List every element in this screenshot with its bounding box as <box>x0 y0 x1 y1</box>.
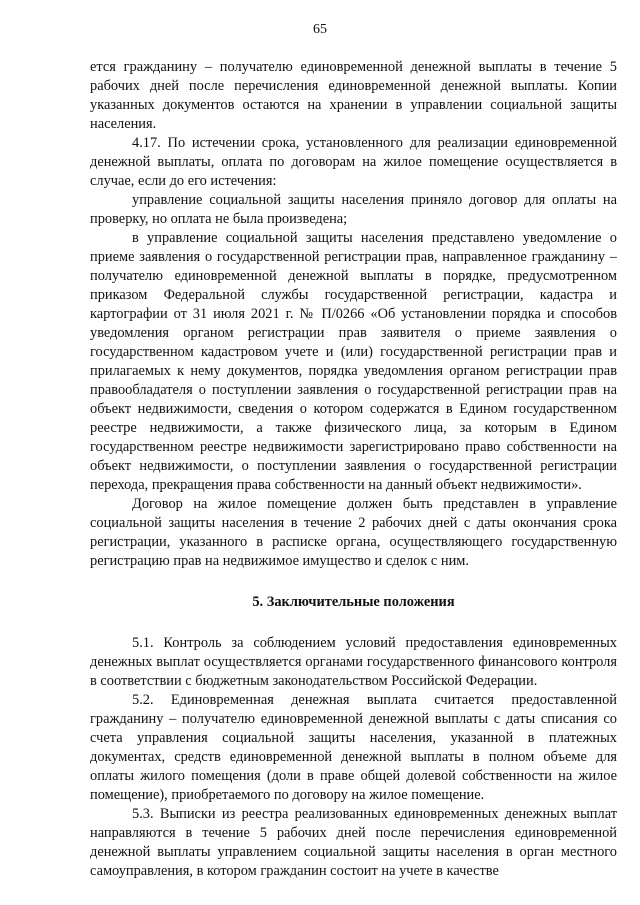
paragraph-4-17: 4.17. По истечении срока, установленного для реализации единовременной денежной выплаты, оплата по договорам на жилое помещение осуществляется в случае, если до его истечения: <box>90 135 617 189</box>
document-body <box>90 58 617 881</box>
paragraph-contract-deadline: Договор на жилое помещение должен быть представлен в управление социальной защиты населения в течение 2 рабочих дней с даты окончания срока регистрации, указанного в расписке органа, осуществляющего государственную регистрацию прав на недвижимое имущество и сделок с ним. <box>90 496 617 569</box>
paragraph-condition-2: в управление социальной защиты населения представлено уведомление о приеме заявления о государственной регистрации прав, направленное гражданину – получателю единовременной денежной выплаты в порядке, предусмотренном приказом Федеральной службы государственной регистрации, кадастра и картографии от 31 июля 2021 г. № П/0266 «Об установлении порядка и способов уведомления органом регистрации прав заявителя о приеме заявления о государственном кадастровом учете и (или) государственной регистрации прав и прилагаемых к нему документов, порядка уведомления органом регистрации прав правообладателя о поступлении заявления о государственной регистрации прав на объект недвижимости, сведения о котором содержатся в Едином государственном реестре недвижимости, а также физического лица, за которым в Едином государственном реестре недвижимости зарегистрировано право собственности на объект недвижимости, о поступлении заявления о государственной регистрации перехода, прекращения права собственности на данный объект недвижимости». <box>90 230 617 493</box>
section-heading: 5. Заключительные положения <box>252 594 455 610</box>
paragraph-condition-1: управление социальной защиты населения приняло договор для оплаты на проверку, но оплата не была произведена; <box>90 192 617 227</box>
paragraph-5-2: 5.2. Единовременная денежная выплата считается предоставленной гражданину – получателю единовременной денежной выплаты с даты списания со счета управления социальной защиты населения, указанной в платежных документах, средств единовременной денежной выплаты в полном объеме для оплаты жилого помещения (доли в праве общей долевой собственности на жилое помещение), приобретаемого по договору на жилое помещение. <box>90 692 617 803</box>
paragraph-5-3: 5.3. Выписки из реестра реализованных единовременных денежных выплат направляются в течение 5 рабочих дней после перечисления единовременной денежной выплаты управлением социальной защиты населения в орган местного самоуправления, в котором гражданин состоит на учете в качестве <box>90 806 617 879</box>
paragraph-continuation: ется гражданину – получателю единовременной денежной выплаты в течение 5 рабочих дней после перечисления единовременной денежной выплаты. Копии указанных документов остаются на хранении в управлении социальной защиты населения. <box>90 59 617 132</box>
page-number: 65 <box>313 22 327 37</box>
paragraph-5-1: 5.1. Контроль за соблюдением условий предоставления единовременных денежных выплат осуществляется органами государственного финансового контроля в соответствии с бюджетным законодательством Российской Федерации. <box>90 635 617 689</box>
